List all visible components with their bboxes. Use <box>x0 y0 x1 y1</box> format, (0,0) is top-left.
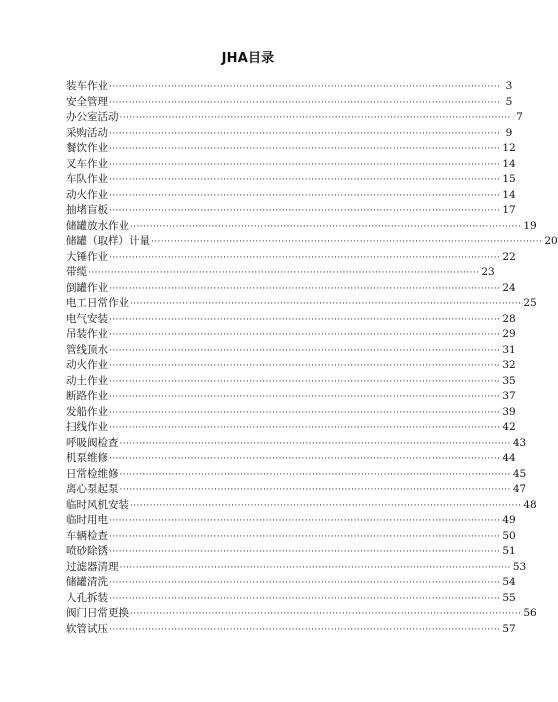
toc-dot-leader: ························································································································ <box>109 392 501 402</box>
toc-entry[interactable] <box>66 482 527 498</box>
toc-entry-page-number: 47 <box>512 483 527 495</box>
toc-entry-page-number: 43 <box>512 436 527 449</box>
toc-dot-leader: ························································································································ <box>109 361 501 371</box>
toc-entry[interactable] <box>66 141 516 157</box>
toc-entry-page-number: 29 <box>502 328 516 340</box>
toc-entry-page-number: 14 <box>502 188 516 201</box>
toc-entry-label: 办公室活动 <box>66 111 119 123</box>
toc-entry[interactable] <box>66 529 516 545</box>
toc-entry[interactable] <box>66 79 513 95</box>
toc-dot-leader: ························································································································ <box>109 128 501 139</box>
toc-entry[interactable] <box>66 327 516 343</box>
toc-dot-leader: ························································································································ <box>119 438 511 449</box>
toc-entry-label: 发船作业 <box>66 405 108 418</box>
toc-entry[interactable] <box>66 296 537 312</box>
toc-entry-page-number: 56 <box>523 607 537 619</box>
toc-dot-leader: ························································································································ <box>109 516 501 526</box>
toc-entry-label: 动土作业 <box>66 374 108 387</box>
toc-entry-label: 储罐（取样）计量 <box>66 235 150 247</box>
toc-dot-leader: ························································································································ <box>130 609 522 619</box>
toc-entry[interactable] <box>66 312 516 328</box>
toc-entry-page-number: 57 <box>502 622 516 635</box>
toc-entry-label: 临时风机安装 <box>66 498 129 511</box>
toc-entry[interactable] <box>66 513 516 529</box>
toc-entry-label: 倒罐作业 <box>66 281 108 294</box>
toc-entry-label: 叉车作业 <box>66 157 108 170</box>
toc-entry[interactable] <box>66 172 516 188</box>
toc-dot-leader: ························································································································ <box>109 97 501 108</box>
toc-entry[interactable] <box>66 544 516 560</box>
toc-dot-leader: ························································································································ <box>109 547 501 557</box>
toc-entry-page-number: 25 <box>523 297 537 309</box>
toc-entry-label: 储罐放水作业 <box>66 219 129 232</box>
toc-entry-page-number: 53 <box>512 560 527 573</box>
toc-dot-leader: ························································································································ <box>109 531 501 542</box>
toc-dot-leader: ························································································································ <box>109 624 501 635</box>
toc-entry[interactable] <box>66 374 516 390</box>
toc-entry-label: 电气安装 <box>66 312 108 325</box>
toc-dot-leader: ························································································································ <box>109 578 501 588</box>
toc-entry-page-number: 35 <box>502 374 516 387</box>
toc-entry-page-number: 17 <box>502 204 516 216</box>
toc-dot-leader: ························································································································ <box>109 314 501 325</box>
toc-entry-label: 临时用电 <box>66 514 108 526</box>
toc-dot-leader: ························································································································ <box>109 345 501 356</box>
toc-dot-leader: ························································································································ <box>109 144 501 154</box>
toc-entry[interactable] <box>66 188 516 204</box>
toc-entry[interactable] <box>66 436 527 452</box>
toc-entry[interactable] <box>66 265 495 281</box>
toc-entry-label: 餐饮作业 <box>66 142 108 154</box>
toc-entry[interactable] <box>66 157 516 173</box>
toc-entry[interactable] <box>66 498 537 514</box>
toc-entry[interactable] <box>66 405 516 421</box>
toc-entry[interactable] <box>66 451 516 467</box>
toc-entry-page-number: 42 <box>502 421 516 433</box>
toc-entry-label: 储罐清洗 <box>66 576 108 588</box>
toc-entry-label: 过滤器清理 <box>66 560 119 573</box>
toc-entry-label: 装车作业 <box>66 80 108 92</box>
table-of-contents <box>66 79 558 637</box>
toc-entry-page-number: 49 <box>502 514 516 526</box>
toc-entry[interactable] <box>66 591 516 607</box>
toc-entry-page-number: 15 <box>502 173 516 185</box>
toc-entry[interactable] <box>66 234 558 250</box>
toc-entry[interactable] <box>66 622 516 638</box>
toc-dot-leader: ························································································································ <box>109 407 501 418</box>
toc-entry-page-number: 20 <box>544 235 558 247</box>
toc-entry-label: 阀门日常更换 <box>66 607 129 619</box>
toc-entry-label: 吊装作业 <box>66 328 108 340</box>
toc-entry-label: 日常检维修 <box>66 467 119 480</box>
toc-entry-page-number: 5 <box>505 95 513 108</box>
document-title: JHA目录 <box>221 51 275 66</box>
toc-dot-leader: ························································································································ <box>109 175 501 185</box>
toc-dot-leader: ························································································································ <box>109 159 501 170</box>
toc-entry-label: 机泵维修 <box>66 452 108 464</box>
toc-entry-label: 抽堵盲板 <box>66 204 108 216</box>
toc-entry-page-number: 51 <box>502 545 516 557</box>
toc-entry[interactable] <box>66 575 516 591</box>
toc-entry-page-number: 44 <box>502 452 516 464</box>
toc-entry-page-number: 50 <box>502 529 516 542</box>
toc-entry-label: 安全管理 <box>66 95 108 108</box>
toc-dot-leader: ························································································································ <box>109 82 501 92</box>
toc-entry[interactable] <box>66 343 516 359</box>
toc-entry-page-number: 55 <box>502 591 516 604</box>
toc-dot-leader: ························································································································ <box>109 423 501 433</box>
toc-entry-page-number: 23 <box>481 266 495 278</box>
toc-entry[interactable] <box>66 219 537 235</box>
toc-entry-label: 大锤作业 <box>66 250 108 263</box>
toc-entry-page-number: 12 <box>502 142 516 154</box>
toc-entry-label: 扫线作业 <box>66 421 108 433</box>
toc-dot-leader: ························································································································ <box>109 190 501 201</box>
toc-entry-label: 采购活动 <box>66 126 108 139</box>
toc-entry[interactable] <box>66 420 516 436</box>
toc-dot-leader: ························································································································ <box>109 330 501 340</box>
toc-entry-label: 动火作业 <box>66 359 108 371</box>
toc-entry[interactable] <box>66 110 523 126</box>
toc-entry-label: 车队作业 <box>66 173 108 185</box>
toc-dot-leader: ························································································································ <box>119 113 511 123</box>
toc-dot-leader: ························································································································ <box>109 283 501 294</box>
toc-entry-label: 带缆 <box>66 266 87 278</box>
toc-entry[interactable] <box>66 250 516 266</box>
toc-entry-page-number: 14 <box>502 157 516 170</box>
toc-entry-page-number: 19 <box>523 219 537 232</box>
toc-entry[interactable] <box>66 358 516 374</box>
toc-entry-page-number: 37 <box>502 390 516 402</box>
toc-dot-leader: ························································································································ <box>119 485 511 495</box>
toc-entry-label: 离心泵起泵 <box>66 483 119 495</box>
toc-entry[interactable] <box>66 389 516 405</box>
toc-entry-label: 电工日常作业 <box>66 297 129 309</box>
toc-dot-leader: ························································································································ <box>130 221 522 232</box>
toc-dot-leader: ························································································································ <box>151 237 543 247</box>
toc-dot-leader: ························································································································ <box>130 299 522 309</box>
toc-entry-page-number: 32 <box>502 359 516 371</box>
toc-entry-label: 管线顶水 <box>66 343 108 356</box>
toc-entry-label: 动火作业 <box>66 188 108 201</box>
toc-entry-page-number: 3 <box>505 80 513 92</box>
toc-entry-label: 车辆检查 <box>66 529 108 542</box>
toc-entry-page-number: 9 <box>505 126 513 139</box>
toc-dot-leader: ························································································································ <box>109 206 501 216</box>
toc-dot-leader: ························································································································ <box>109 454 501 464</box>
toc-entry-page-number: 31 <box>502 343 516 356</box>
toc-entry[interactable] <box>66 95 513 111</box>
toc-entry[interactable] <box>66 560 527 576</box>
toc-dot-leader: ························································································································ <box>109 593 501 604</box>
toc-entry[interactable] <box>66 467 527 483</box>
toc-entry[interactable] <box>66 203 516 219</box>
toc-entry-page-number: 39 <box>502 405 516 418</box>
toc-entry-page-number: 45 <box>512 467 527 480</box>
toc-entry-label: 软管试压 <box>66 622 108 635</box>
toc-dot-leader: ························································································································ <box>109 376 501 387</box>
toc-entry-page-number: 48 <box>523 498 537 511</box>
toc-dot-leader: ························································································································ <box>130 500 522 511</box>
toc-entry-label: 断路作业 <box>66 390 108 402</box>
toc-dot-leader: ························································································································ <box>109 252 501 263</box>
toc-entry[interactable] <box>66 126 513 142</box>
toc-entry[interactable] <box>66 281 516 297</box>
toc-dot-leader: ························································································································ <box>119 562 511 573</box>
toc-entry-page-number: 54 <box>502 576 516 588</box>
toc-entry-page-number: 22 <box>502 250 516 263</box>
toc-entry-page-number: 28 <box>502 312 516 325</box>
toc-entry-label: 人孔拆装 <box>66 591 108 604</box>
toc-entry-page-number: 7 <box>516 111 523 123</box>
toc-dot-leader: ························································································································ <box>119 469 511 480</box>
toc-entry-label: 喷砂除锈 <box>66 545 108 557</box>
toc-entry-label: 呼吸阀检查 <box>66 436 119 449</box>
toc-entry-page-number: 24 <box>502 281 516 294</box>
toc-dot-leader: ························································································································ <box>88 268 480 278</box>
toc-entry[interactable] <box>66 606 537 622</box>
